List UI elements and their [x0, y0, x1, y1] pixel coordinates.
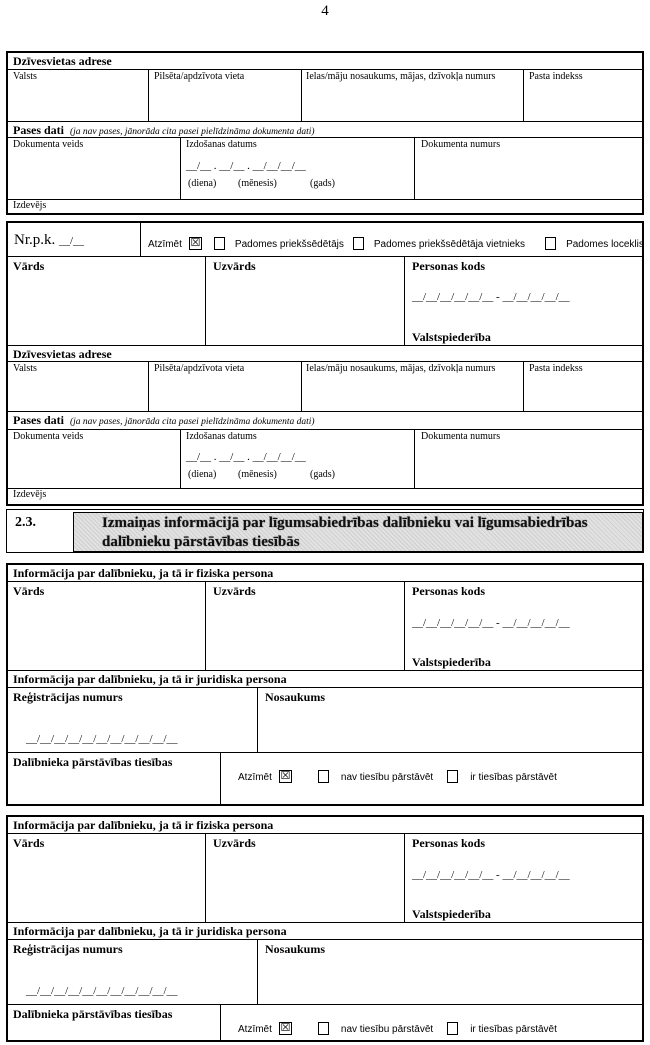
board-day-caption: (diena) — [188, 469, 217, 480]
board-issuer-label: Izdevējs — [13, 489, 47, 500]
page-number: 4 — [321, 3, 329, 19]
participant-block-2 — [6, 815, 644, 1042]
board-vice-label: Padomes priekšsēdētāja vietnieks — [373, 239, 526, 250]
passport-day-caption: (diena) — [188, 178, 217, 189]
passport-year-caption: (gads) — [310, 178, 335, 189]
board-chair-label: Padomes priekšsēdētājs — [234, 239, 344, 250]
board-id-code-blank[interactable]: __/__/__/__/__/__ - __/__/__/__/__ — [412, 291, 570, 303]
board-address-street-label: Ielas/māju nosaukums, mājas, dzīvokļa numurs — [306, 363, 496, 374]
board-role-options — [148, 234, 644, 252]
board-issue-date-label: Izdošanas datums — [186, 431, 257, 442]
section-2-3-title: Izmaiņas informācijā par līgumsabiedrības dalībnieku vai līgumsabiedrības dalībnieku pārstāvības tiesībās — [102, 515, 588, 550]
board-surname-label: Uzvārds — [213, 259, 256, 273]
participant1-id-code-blank[interactable]: __/__/__/__/__/__ - __/__/__/__/__ — [412, 617, 570, 629]
participant2-reg-number-label: Reģistrācijas numurs — [13, 942, 123, 956]
participant1-org-name-label: Nosaukums — [265, 690, 326, 704]
participant2-id-code-label: Personas kods — [412, 836, 486, 850]
board-mark-label: Atzīmēt — [148, 239, 182, 250]
board-nr-blank[interactable]: __/__ — [59, 235, 85, 247]
participant1-mark-checkbox[interactable]: ☒ — [280, 768, 291, 782]
participant1-has-rights-checkbox[interactable] — [447, 770, 458, 783]
participant2-natural-title: Informācija par dalībnieku, ja tā ir fiziska persona — [13, 818, 274, 832]
section-2-3-title-panel — [73, 512, 643, 552]
section-2-3-number: 2.3. — [15, 515, 36, 530]
participant1-rep-options — [238, 767, 557, 785]
participant1-reg-number-blank[interactable]: __/__/__/__/__/__/__/__/__/__/__ — [26, 733, 178, 745]
passport-issue-date-label: Izdošanas datums — [186, 139, 257, 150]
board-member-block — [6, 221, 644, 506]
passport-note: (ja nav pases, jānorāda cita pasei pielīdzināma dokumenta dati) — [70, 127, 315, 137]
participant2-has-rights-checkbox[interactable] — [447, 1022, 458, 1035]
participant2-no-rights-label: nav tiesību pārstāvēt — [340, 1024, 434, 1035]
address-section-title: Dzīvesvietas adrese — [13, 54, 112, 68]
board-chair-checkbox[interactable] — [214, 237, 225, 250]
board-doc-type-label: Dokumenta veids — [13, 431, 84, 442]
board-month-caption: (mēnesis) — [238, 469, 277, 480]
participant1-natural-title: Informācija par dalībnieku, ja tā ir fiziska persona — [13, 566, 274, 580]
board-name-label: Vārds — [13, 259, 45, 273]
passport-section-title — [13, 123, 315, 138]
board-citizenship-label: Valstspiederība — [412, 330, 491, 344]
board-address-postal-label: Pasta indekss — [529, 363, 583, 374]
board-address-title: Dzīvesvietas adrese — [13, 347, 112, 361]
participant1-mark-label: Atzīmēt — [238, 772, 272, 783]
address-postal-label: Pasta indekss — [529, 71, 583, 82]
participant2-name-label: Vārds — [13, 836, 45, 850]
participant2-mark-label: Atzīmēt — [238, 1024, 272, 1035]
board-nr-field — [14, 232, 84, 249]
participant2-rep-options — [238, 1019, 557, 1037]
board-passport-title-text: Pases dati — [13, 413, 64, 427]
participant2-org-name-label: Nosaukums — [265, 942, 326, 956]
participant1-no-rights-label: nav tiesību pārstāvēt — [340, 772, 434, 783]
passport-month-caption: (mēnesis) — [238, 178, 277, 189]
participant2-mark-checkbox[interactable]: ☒ — [280, 1020, 291, 1034]
board-member-label: Padomes loceklis — [566, 239, 644, 250]
board-address-country-label: Valsts — [13, 363, 37, 374]
passport-date-blank[interactable]: __/__ . __/__ . __/__/__/__ — [186, 160, 306, 172]
board-doc-number-label: Dokumenta numurs — [421, 431, 501, 442]
participant2-reg-number-blank[interactable]: __/__/__/__/__/__/__/__/__/__/__ — [26, 985, 178, 997]
participant2-citizenship-label: Valstspiederība — [412, 907, 491, 921]
board-mark-checkbox[interactable]: ☒ — [190, 235, 201, 249]
address-street-label: Ielas/māju nosaukums, mājas, dzīvokļa numurs — [306, 71, 496, 82]
participant1-reg-number-label: Reģistrācijas numurs — [13, 690, 123, 704]
participant2-no-rights-checkbox[interactable] — [318, 1022, 329, 1035]
board-nr-label: Nr.p.k. — [14, 232, 56, 248]
section-2-3-header — [6, 509, 644, 553]
participant1-no-rights-checkbox[interactable] — [318, 770, 329, 783]
address-passport-block — [6, 51, 644, 215]
passport-doc-number-label: Dokumenta numurs — [421, 139, 501, 150]
participant1-id-code-label: Personas kods — [412, 584, 486, 598]
board-vice-checkbox[interactable] — [353, 237, 364, 250]
board-date-blank[interactable]: __/__ . __/__ . __/__/__/__ — [186, 451, 306, 463]
participant1-legal-title: Informācija par dalībnieku, ja tā ir juridiska persona — [13, 672, 287, 686]
board-member-checkbox[interactable] — [545, 237, 556, 250]
passport-doc-type-label: Dokumenta veids — [13, 139, 84, 150]
participant2-id-code-blank[interactable]: __/__/__/__/__/__ - __/__/__/__/__ — [412, 869, 570, 881]
board-passport-title — [13, 413, 315, 428]
participant2-surname-label: Uzvārds — [213, 836, 256, 850]
address-country-label: Valsts — [13, 71, 37, 82]
participant2-legal-title: Informācija par dalībnieku, ja tā ir juridiska persona — [13, 924, 287, 938]
board-passport-note: (ja nav pases, jānorāda cita pasei pielīdzināma dokumenta dati) — [70, 417, 315, 427]
participant1-surname-label: Uzvārds — [213, 584, 256, 598]
passport-title: Pases dati — [13, 123, 64, 137]
participant1-name-label: Vārds — [13, 584, 45, 598]
board-id-code-label: Personas kods — [412, 259, 486, 273]
participant-block-1 — [6, 563, 644, 806]
passport-issuer-label: Izdevējs — [13, 200, 47, 211]
board-address-city-label: Pilsēta/apdzīvota vieta — [154, 363, 245, 374]
participant1-rep-rights-label: Dalībnieka pārstāvības tiesības — [13, 755, 173, 769]
address-city-label: Pilsēta/apdzīvota vieta — [154, 71, 245, 82]
participant1-has-rights-label: ir tiesības pārstāvēt — [470, 772, 557, 783]
participant2-has-rights-label: ir tiesības pārstāvēt — [470, 1024, 557, 1035]
participant1-citizenship-label: Valstspiederība — [412, 655, 491, 669]
participant2-rep-rights-label: Dalībnieka pārstāvības tiesības — [13, 1007, 173, 1021]
board-year-caption: (gads) — [310, 469, 335, 480]
